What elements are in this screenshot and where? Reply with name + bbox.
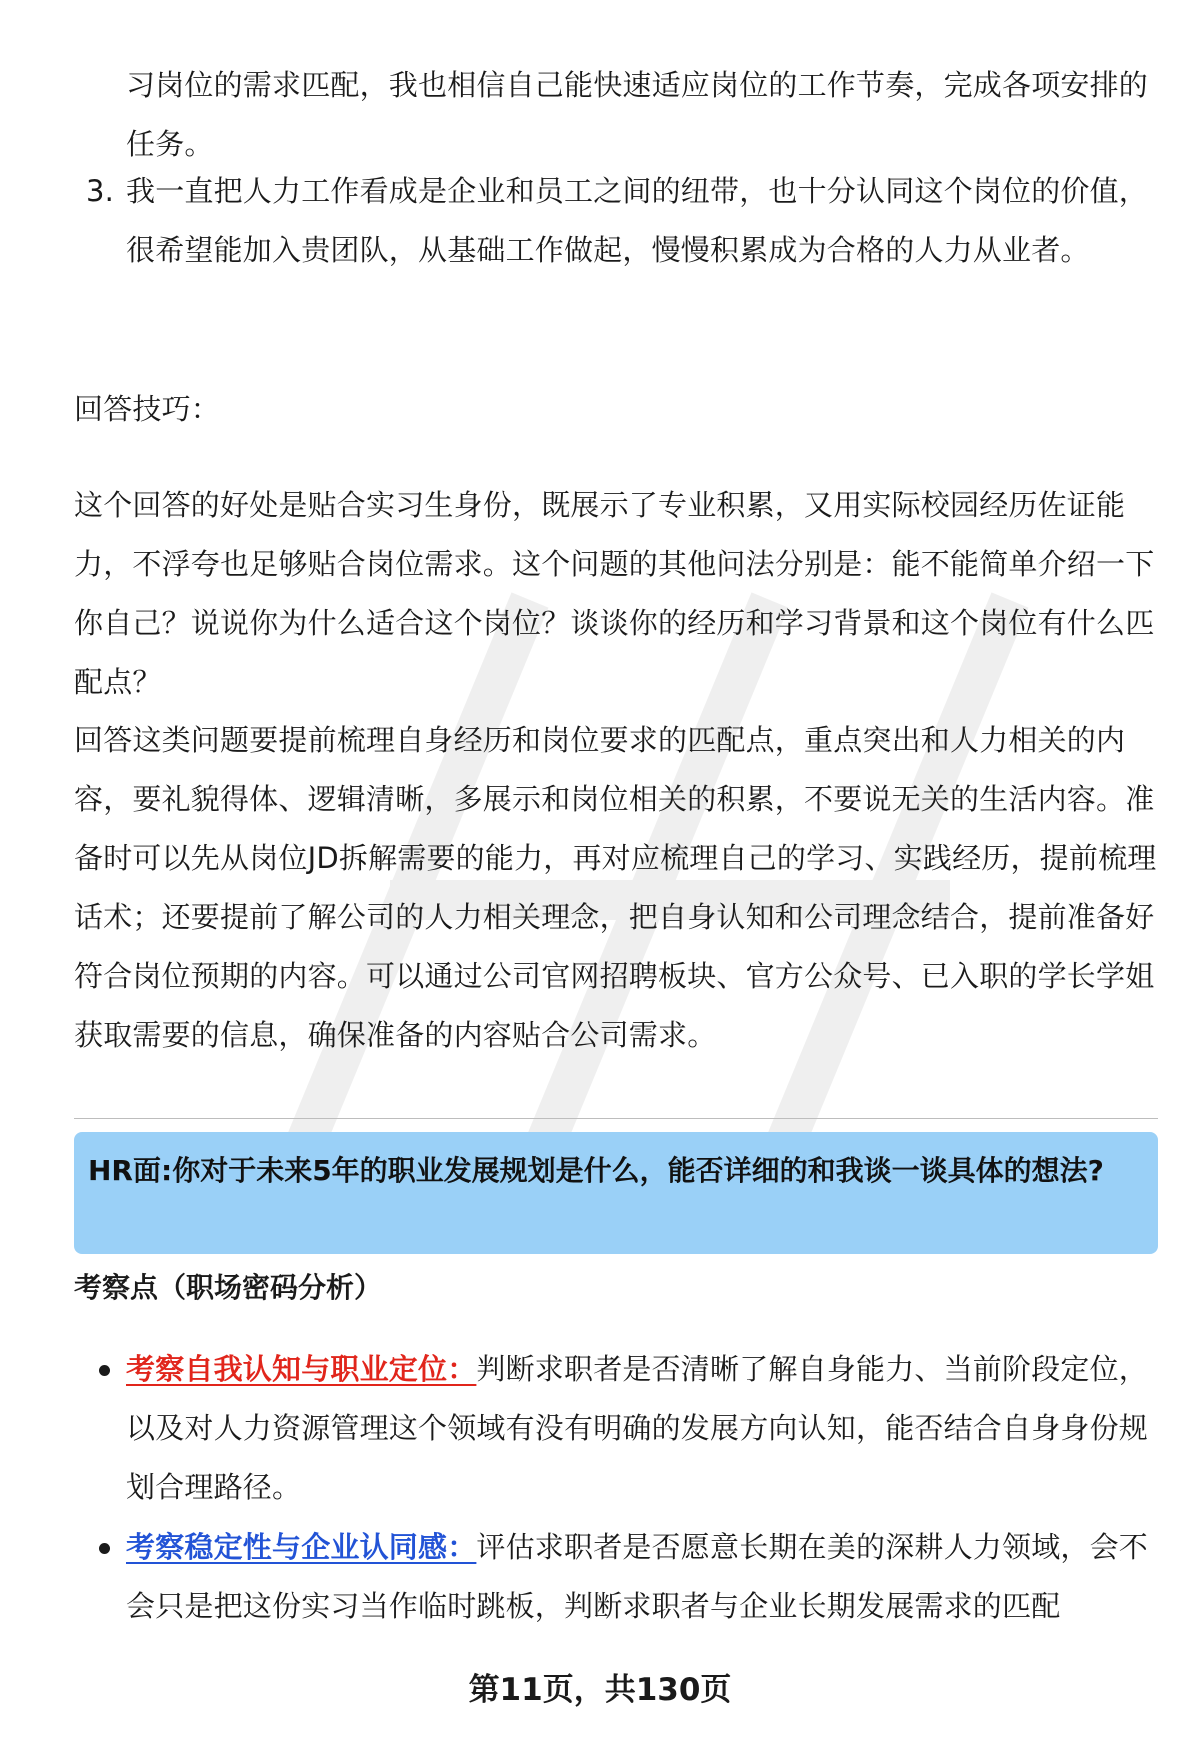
page-number: 第11页，共130页 xyxy=(468,1672,732,1708)
analysis-point-text: 评估求职者是否愿意长期在美的深耕人力领域，会不会只是把这份实习当作临时跳板，判断求职者与企业长期发展需求的匹配 xyxy=(126,1530,1149,1623)
analysis-point-keyword: 考察稳定性与企业认同感： xyxy=(126,1530,477,1564)
analysis-point-2 xyxy=(96,1518,1160,1636)
list-item-number: 3. xyxy=(86,174,115,208)
continued-list-item xyxy=(126,56,1156,174)
list-item-text: 我一直把人力工作看成是企业和员工之间的纽带，也十分认同这个岗位的价值，很希望能加入贵团队，从基础工作做起，慢慢积累成为合格的人力从业者。 xyxy=(126,174,1149,267)
analysis-point-1 xyxy=(96,1340,1160,1517)
analysis-point-text: 判断求职者是否清晰了解自身能力、当前阶段定位，以及对人力资源管理这个领域有没有明确的发展方向认知，能否结合自身身份规划合理路径。 xyxy=(126,1352,1149,1504)
continued-list-item-text: 习岗位的需求匹配，我也相信自己能快速适应岗位的工作节奏，完成各项安排的任务。 xyxy=(126,68,1149,161)
analysis-label: 考察点（职场密码分析） xyxy=(74,1271,383,1304)
analysis-point-body xyxy=(126,1518,1160,1636)
analysis-point-body xyxy=(126,1340,1160,1517)
question-title: HR面:你对于未来5年的职业发展规划是什么，能否详细的和我谈一谈具体的想法? xyxy=(88,1154,1104,1187)
tips-paragraph-1: 这个回答的好处是贴合实习生身份，既展示了专业积累，又用实际校园经历佐证能力，不浮夸也足够贴合岗位需求。这个问题的其他问法分别是：能不能简单介绍一下你自己？说说你为什么适合这个岗位？谈谈你的经历和学习背景和这个岗位有什么匹配点？ xyxy=(74,488,1155,699)
analysis-point-keyword: 考察自我认知与职业定位： xyxy=(126,1352,477,1386)
question-box xyxy=(74,1132,1158,1254)
list-item-3 xyxy=(74,162,1156,280)
tips-paragraph-2: 回答这类问题要提前梳理自身经历和岗位要求的匹配点，重点突出和人力相关的内容，要礼貌得体、逻辑清晰，多展示和岗位相关的积累，不要说无关的生活内容。准备时可以先从岗位JD拆解需要的能力，再对应梳理自己的学习、实践经历，提前梳理话术；还要提前了解公司的人力相关理念，把自身认知和公司理念结合，提前准备好符合岗位预期的内容。可以通过公司官网招聘板块、官方公众号、已入职的学长学姐获取需要的信息，确保准备的内容贴合公司需求。 xyxy=(74,723,1157,1052)
bullet-icon xyxy=(96,1340,126,1517)
bullet-icon xyxy=(96,1518,126,1636)
section-divider xyxy=(74,1118,1158,1119)
tips-label: 回答技巧： xyxy=(74,392,221,426)
